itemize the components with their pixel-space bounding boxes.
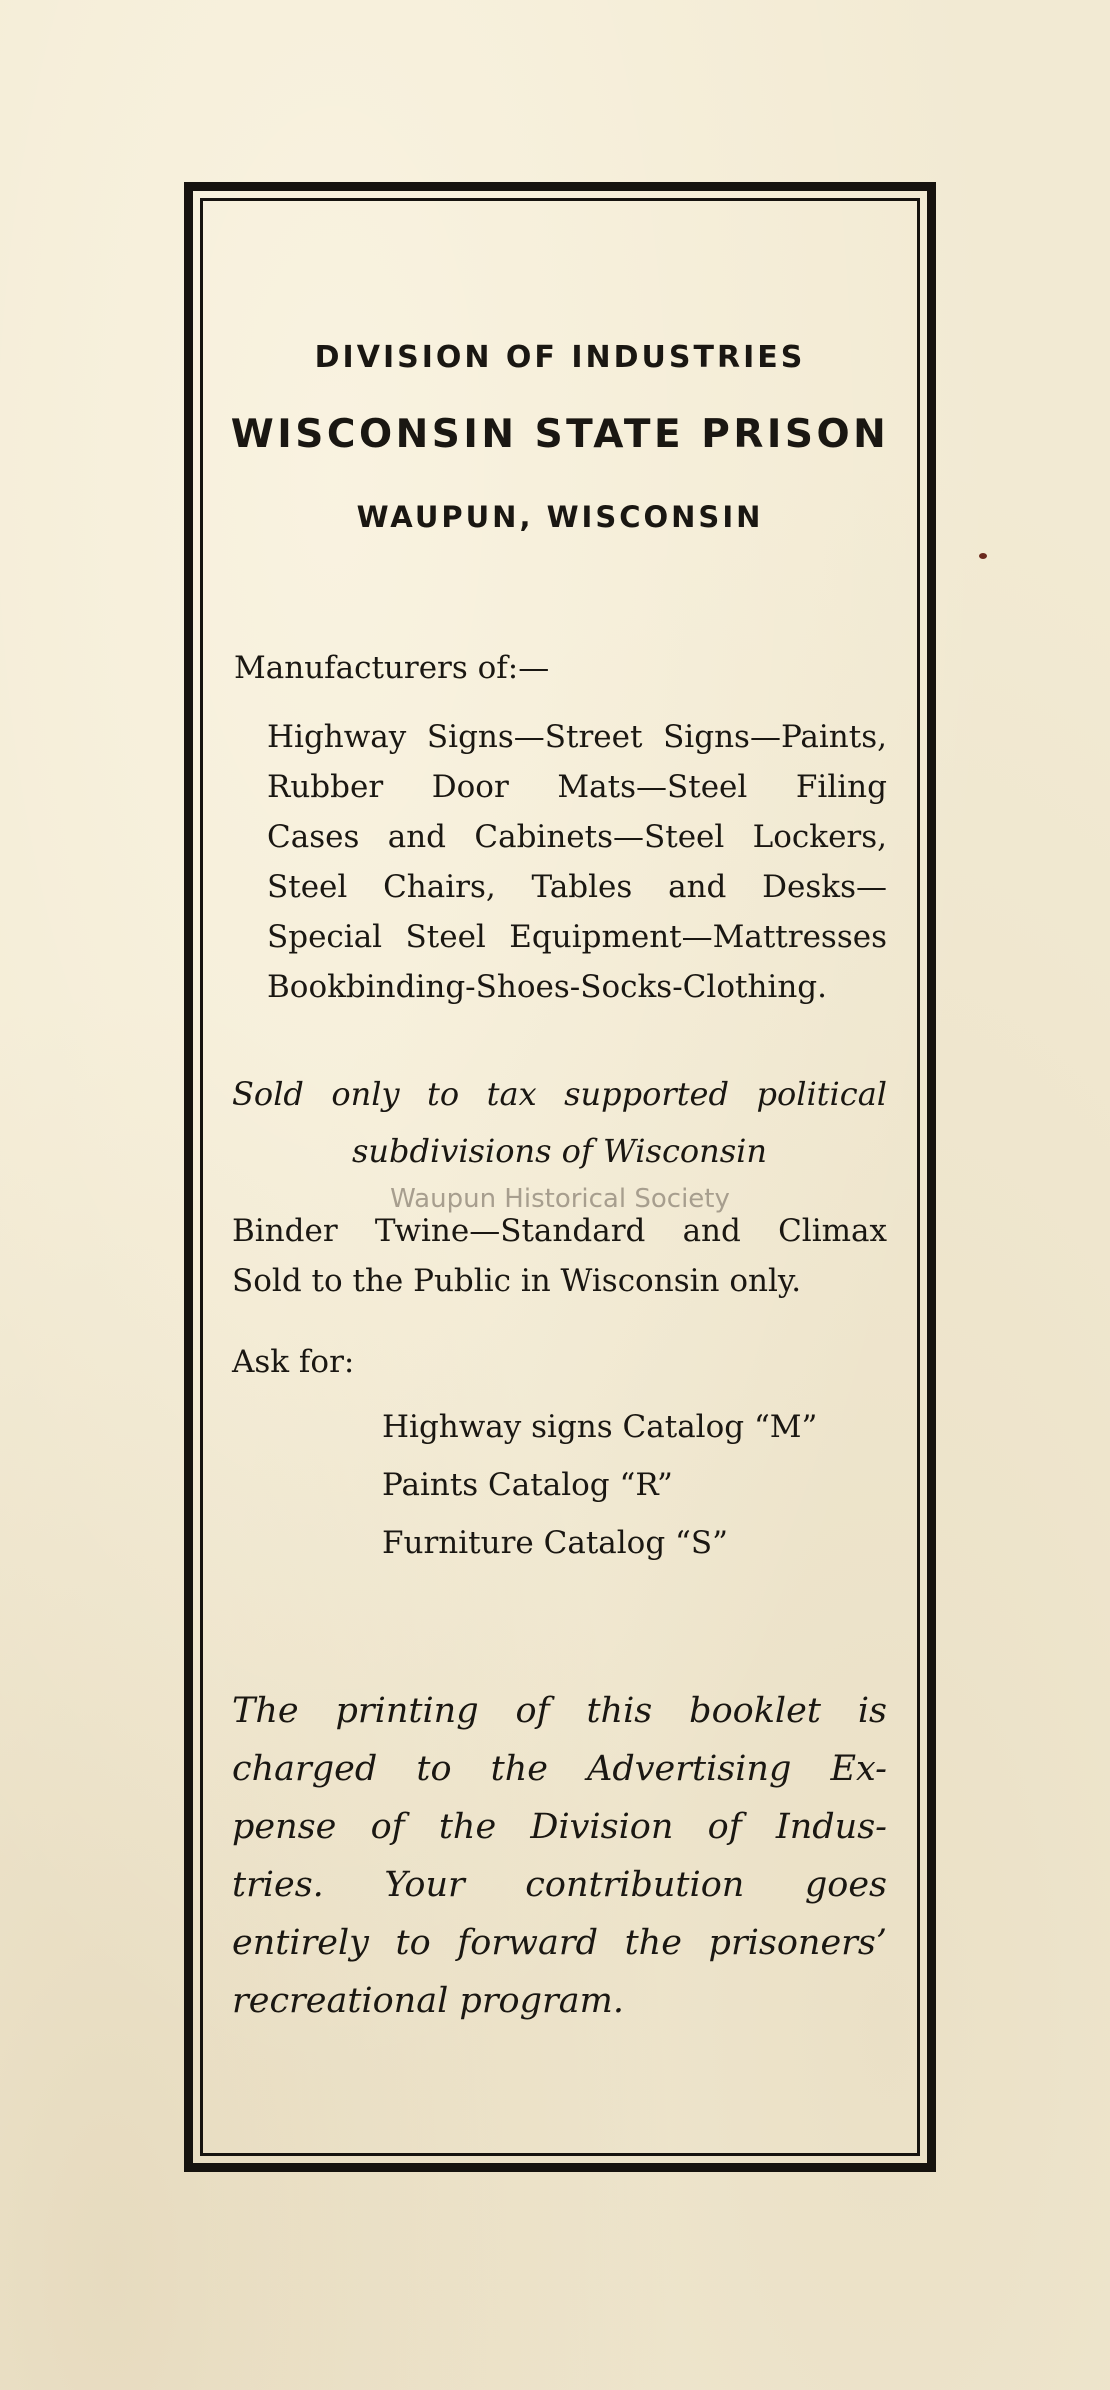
twine-line: Sold to the Public in Wisconsin only. [232, 1263, 802, 1299]
note-line: charged to the Advertising Ex- [232, 1749, 887, 1789]
ask-for-label: Ask for: [232, 1344, 355, 1380]
catalog-list [382, 1398, 817, 1572]
location-heading: WAUPUN, WISCONSIN [356, 500, 764, 534]
twine-line: Binder Twine—Standard and Climax [232, 1213, 887, 1249]
manufacturers-label: Manufacturers of:— [234, 650, 550, 686]
restriction-line: Sold only to tax supported political [232, 1075, 887, 1113]
products-line: Rubber Door Mats—Steel Filing [267, 769, 887, 805]
note-line: recreational program. [232, 1981, 624, 2021]
restriction-line: subdivisions of Wisconsin [352, 1132, 767, 1170]
products-list [267, 712, 887, 1012]
binder-twine-notice [232, 1206, 887, 1306]
products-line: Cases and Cabinets—Steel Lockers, [267, 819, 887, 855]
ink-speck [979, 553, 987, 559]
products-line: Special Steel Equipment—Mattresses [267, 919, 887, 955]
note-line: entirely to forward the prisoners’ [232, 1923, 887, 1963]
note-line: pense of the Division of Indus- [232, 1807, 887, 1847]
watermark: Waupun Historical Society [390, 1184, 730, 1214]
products-line: Steel Chairs, Tables and Desks— [267, 869, 887, 905]
products-line: Highway Signs—Street Signs—Paints, [267, 719, 887, 755]
products-line: Bookbinding-Shoes-Socks-Clothing. [267, 969, 827, 1005]
note-line: tries. Your contribution goes [232, 1865, 887, 1905]
institution-heading: WISCONSIN STATE PRISON [230, 412, 890, 457]
printing-note [232, 1682, 887, 2030]
sales-restriction [232, 1066, 887, 1180]
catalog-item: Furniture Catalog “S” [382, 1525, 728, 1561]
catalog-item: Highway signs Catalog “M” [382, 1409, 818, 1445]
catalog-item: Paints Catalog “R” [382, 1467, 673, 1503]
note-line: The printing of this booklet is [232, 1691, 887, 1731]
division-heading: DIVISION OF INDUSTRIES [314, 340, 806, 375]
